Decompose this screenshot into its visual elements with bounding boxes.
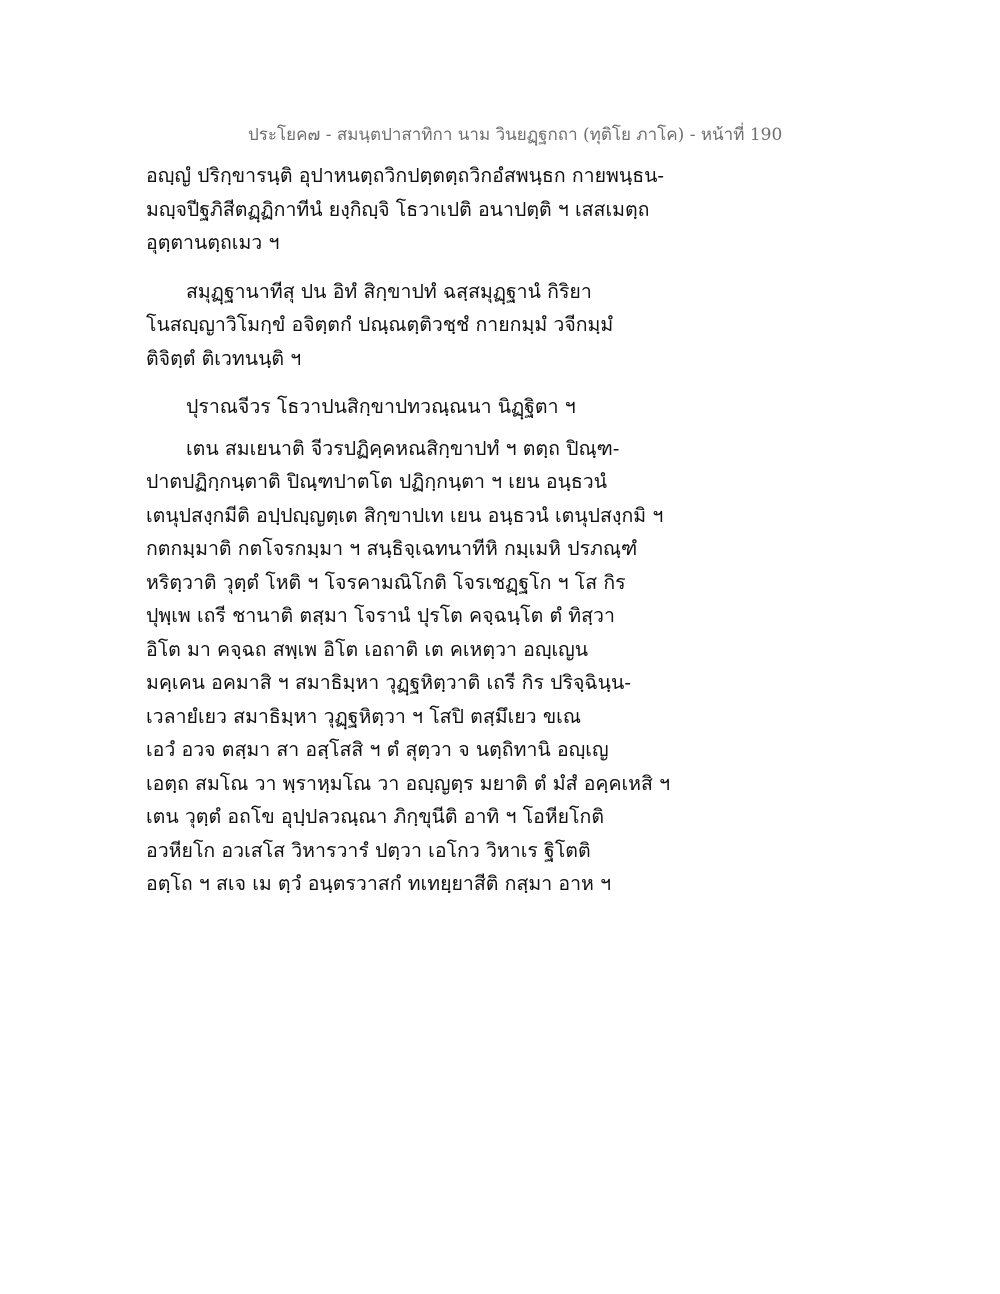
- text-line: เอวํ อวจ ตสฺมา สา อสฺโสสิ ฯ ตํ สุตฺวา จ นตฺถิทานิ อญฺเญ: [146, 738, 609, 761]
- text-line: ปุพฺเพ เถรี ชานาติ ตสฺมา โจรานํ ปุรโต คจฺฉนฺโต ตํ ทิสฺวา: [146, 604, 615, 627]
- text-line: ปาตปฏิกฺกนฺตาติ ปิณฺฑปาตโต ปฏิกฺกนฺตา ฯ เยน อนฺธวนํ: [146, 470, 608, 493]
- paragraph-4: [146, 432, 686, 901]
- section-end-line: ปุราณจีวร โธวาปนสิกฺขาปทวณฺณนา นิฏฺฐิตา ฯ: [186, 395, 576, 418]
- paragraph-1: [146, 159, 686, 260]
- text-line: มญฺจปีฐภิสีตฏฺฏิกาทีนํ ยงฺกิญฺจิ โธวาเปติ อนาปตฺติ ฯ เสสเมตฺถ: [146, 197, 650, 221]
- text-line: เตน วุตฺตํ อถโข อุปฺปลวณฺณา ภิกฺขุนีติ อาทิ ฯ โอหียโกติ: [146, 805, 605, 828]
- text-line: อิโต มา คจฺฉถ สพฺเพ อิโต เอถาติ เต คเหตฺวา อญฺเญน: [146, 637, 589, 661]
- paragraph-gap: [146, 260, 686, 275]
- text-line: สมุฏฺฐานาทีสุ ปน อิทํ สิกฺขาปทํ ฉสฺสมุฏฺฐานํ กิริยา: [186, 279, 592, 303]
- body-text: [146, 159, 686, 901]
- text-line: อญฺญํ ปริกฺขารนฺติ อุปาหนตฺถวิกปตฺตตฺถวิกอํสพนฺธก กายพนฺธน-: [146, 164, 665, 187]
- text-line: อตฺโถ ฯ สเจ เม ตฺวํ อนฺตรวาสกํ ทเทยฺยาสีติ กสฺมา อาห ฯ: [146, 872, 612, 895]
- text-line: ติจิตฺตํ ติเวทนนฺติ ฯ: [146, 346, 302, 370]
- paragraph-gap: [146, 375, 686, 390]
- text-line: เตนุปสงฺกมีติ อปฺปญฺญตฺเต สิกฺขาปเท เยน อนฺธวนํ เตนุปสงฺกมิ ฯ: [146, 503, 664, 527]
- running-header: ประโยค๗ - สมนฺตปาสาทิกา นาม วินยฏฺฐกถา (ทุติโย ภาโค) - หน้าที่ 190: [248, 125, 783, 145]
- text-line: อุตฺตานตฺถเมว ฯ: [146, 231, 280, 254]
- paragraph-3: [146, 390, 686, 424]
- text-line: เอตฺถ สมโณ วา พฺราหฺมโณ วา อญฺญตฺร มยาติ ตํ มํสํ อคฺคเหสิ ฯ: [146, 771, 671, 795]
- text-line: กตกมฺมาติ กตโจรกมฺมา ฯ สนฺธิจฺเฉทนาทีหิ กมฺเมหิ ปรภณฺฑํ: [146, 537, 638, 560]
- text-line: เตน สมเยนาติ จีวรปฏิคฺคหณสิกฺขาปทํ ฯ ตตฺถ ปิณฺฑ-: [186, 436, 620, 460]
- paragraph-2: [146, 275, 686, 376]
- text-line: หริตฺวาติ วุตฺตํ โหติ ฯ โจรคามณิโกติ โจรเชฏฺฐโก ฯ โส กิร: [146, 570, 626, 594]
- text-line: มคฺเคน อคมาสิ ฯ สมาธิมฺหา วุฏฺฐหิตฺวาติ เถรี กิร ปริจฺฉินฺน-: [146, 671, 631, 694]
- paragraph-gap: [146, 424, 686, 432]
- text-line: เวลายํเยว สมาธิมฺหา วุฏฺฐหิตฺวา ฯ โสปิ ตสฺมึเยว ขเณ: [146, 704, 581, 728]
- text-line: อวหียโก อวเสโส วิหารวารํ ปตฺวา เอโกว วิหาเร ฐิโตติ: [146, 838, 591, 862]
- text-line: โนสญฺญาวิโมกฺขํ อจิตฺตกํ ปณฺณตฺติวชฺชํ กายกมฺมํ วจีกมฺมํ: [146, 313, 614, 336]
